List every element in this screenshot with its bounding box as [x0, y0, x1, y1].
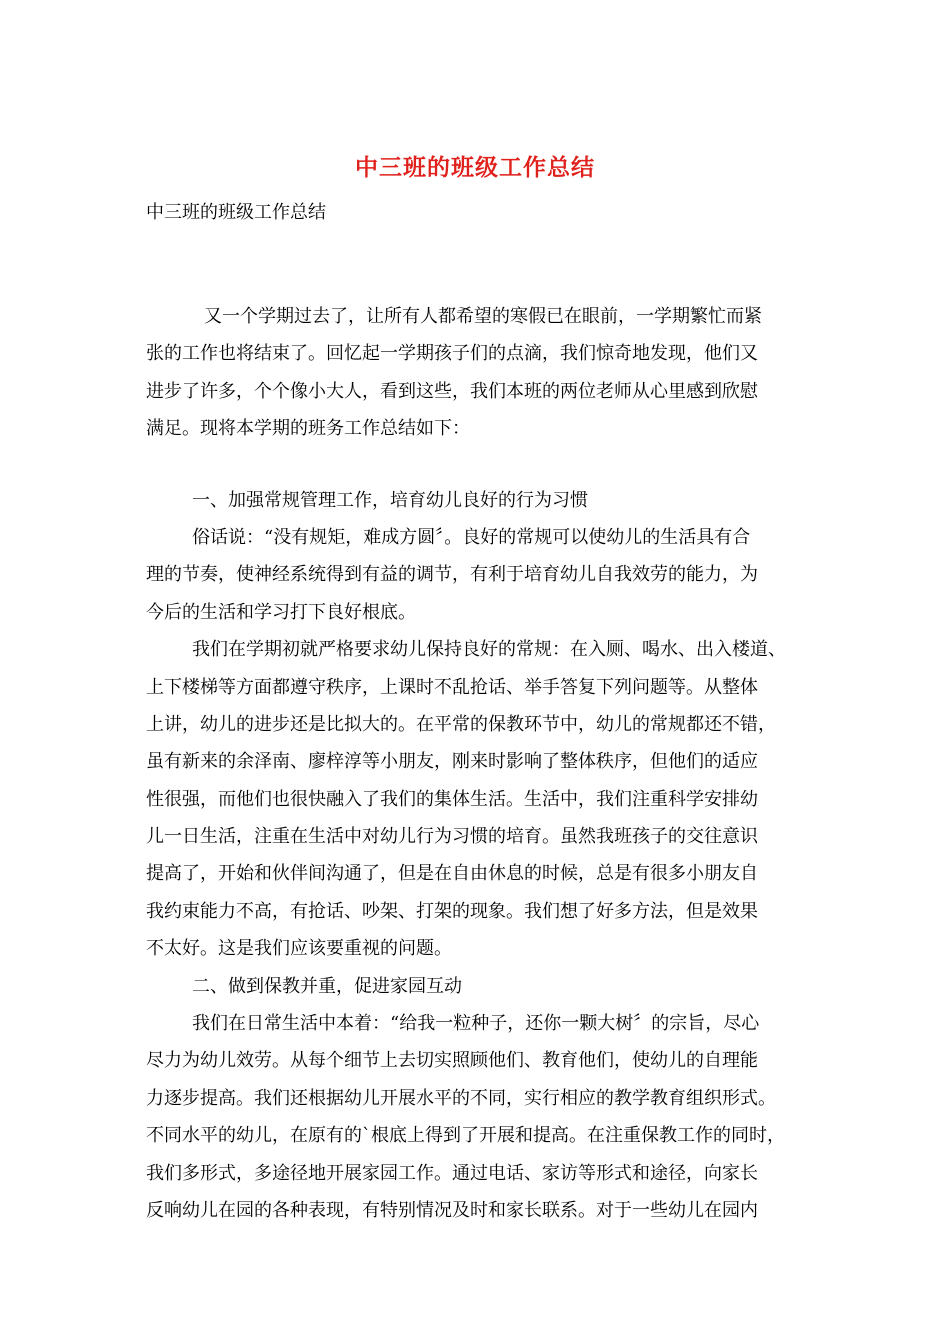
paragraph-line: 又一个学期过去了，让所有人都希望的寒假已在眼前，一学期繁忙而紧 — [204, 306, 762, 327]
paragraph-line: 虽有新来的余泽南、廖梓淳等小朋友，刚来时影响了整体秩序，但他们的适应 — [146, 751, 758, 773]
paragraph-line: 性很强，而他们也很快融入了我们的集体生活。生活中，我们注重科学安排幼 — [146, 788, 758, 810]
section-heading: 二、做到保教并重，促进家园互动 — [192, 975, 462, 997]
paragraph-line: 俗话说：“没有规矩，难成方圆〞。良好的常规可以使幼儿的生活具有合 — [192, 526, 751, 548]
paragraph-gap — [146, 448, 806, 482]
paragraph-line: 尽力为幼儿效劳。从每个细节上去切实照顾他们、教育他们，使幼儿的自理能 — [146, 1050, 758, 1072]
paragraph-line: 我约束能力不高，有抢话、吵架、打架的现象。我们想了好多方法，但是效果 — [146, 900, 758, 922]
document-title: 中三班的班级工作总结 — [355, 154, 595, 181]
paragraph-line: 理的节奏，使神经系统得到有益的调节，有利于培育幼儿自我效劳的能力，为 — [146, 564, 758, 586]
paragraph-line: 上讲，幼儿的进步还是比拟大的。在平常的保教环节中，幼儿的常规都还不错， — [146, 713, 776, 735]
paragraph-line: 反响幼儿在园的各种表现，有特别情况及时和家长联系。对于一些幼儿在园内 — [146, 1199, 758, 1221]
paragraph-line: 提高了，开始和伙伴间沟通了，但是在自由休息的时候，总是有很多小朋友自 — [146, 863, 758, 885]
document-subtitle: 中三班的班级工作总结 — [146, 202, 326, 223]
paragraph-line: 我们多形式，多途径地开展家园工作。通过电话、家访等形式和途径，向家长 — [146, 1162, 758, 1184]
paragraph-line: 我们在学期初就严格要求幼儿保持良好的常规：在入厕、喝水、出入楼道、 — [192, 639, 786, 661]
paragraph-line: 今后的生活和学习打下良好根底。 — [146, 601, 416, 623]
document-body — [146, 298, 806, 1229]
paragraph-line: 不太好。这是我们应该要重视的问题。 — [146, 938, 452, 960]
paragraph-line: 进步了许多，个个像小大人，看到这些，我们本班的两位老师从心里感到欣慰 — [146, 380, 758, 402]
paragraph-line: 上下楼梯等方面都遵守秩序，上课时不乱抢话、举手答复下列问题等。从整体 — [146, 676, 758, 698]
paragraph-line: 不同水平的幼儿，在原有的`根底上得到了开展和提高。在注重保教工作的同时， — [146, 1125, 785, 1147]
paragraph-line: 力逐步提高。我们还根据幼儿开展水平的不同，实行相应的教学教育组织形式。 — [146, 1087, 776, 1109]
section-heading: 一、加强常规管理工作，培育幼儿良好的行为习惯 — [192, 489, 588, 511]
paragraph-line: 张的工作也将结束了。回忆起一学期孩子们的点滴，我们惊奇地发现，他们又 — [146, 343, 758, 365]
paragraph-line: 儿一日生活，注重在生活中对幼儿行为习惯的培育。虽然我班孩子的交往意识 — [146, 826, 758, 848]
paragraph-line: 满足。现将本学期的班务工作总结如下： — [146, 418, 470, 440]
paragraph-line: 我们在日常生活中本着：“给我一粒种子，还你一颗大树〞的宗旨，尽心 — [192, 1013, 760, 1035]
